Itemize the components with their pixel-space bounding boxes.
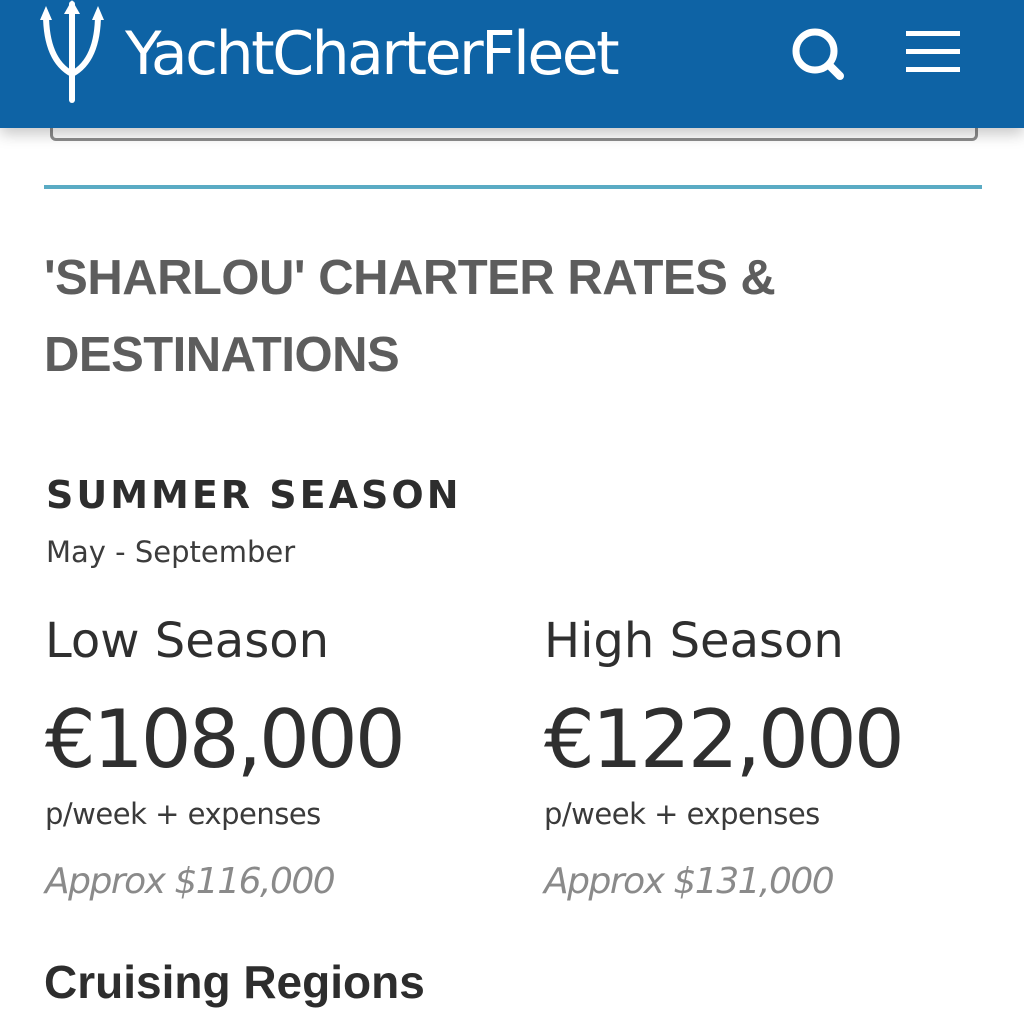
rate-unit: p/week + expenses (45, 797, 321, 831)
menu-button[interactable] (895, 20, 971, 88)
high-season-rate (544, 610, 1014, 906)
rate-approx-usd: Approx $131,000 (544, 861, 834, 902)
rate-label: High Season (544, 613, 844, 669)
section-divider (44, 185, 982, 189)
low-season-rate (45, 610, 515, 906)
hamburger-menu-icon (895, 20, 971, 88)
trident-logo-icon (40, 0, 104, 108)
search-icon (780, 20, 856, 88)
season-title: SUMMER SEASON (46, 473, 462, 517)
rate-price: €122,000 (544, 693, 902, 786)
section-title: 'SHARLOU' CHARTER RATES & DESTINATIONS (44, 251, 776, 382)
cruising-regions-heading: Cruising Regions (44, 956, 425, 1008)
logo-text: YachtCharterFleet (125, 19, 618, 89)
season-months: May - September (46, 535, 296, 569)
search-button[interactable] (780, 20, 856, 88)
rate-approx-usd: Approx $116,000 (45, 861, 335, 902)
rate-unit: p/week + expenses (544, 797, 820, 831)
site-header (0, 0, 1024, 128)
rate-label: Low Season (45, 613, 329, 669)
rate-price: €108,000 (45, 693, 403, 786)
